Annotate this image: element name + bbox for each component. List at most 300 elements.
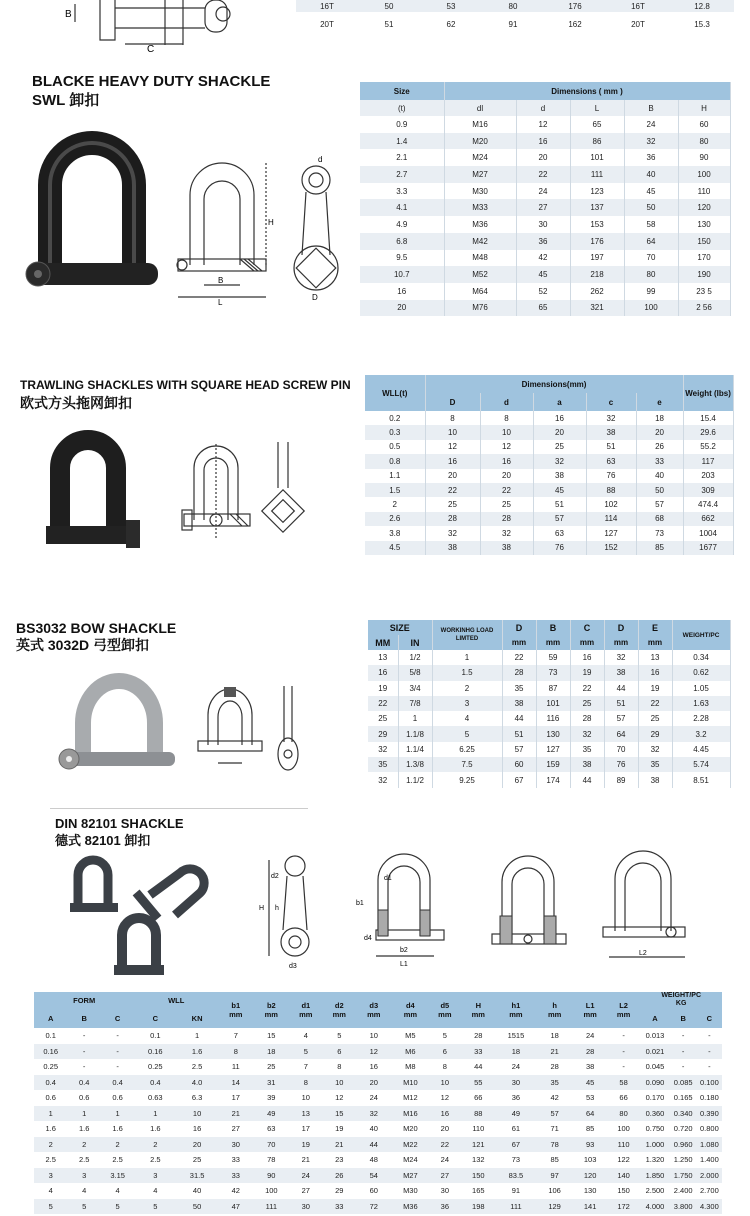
table-cell: 20 [636,425,683,439]
table-cell: 3 [134,1168,176,1184]
table-cell: 17 [289,1121,322,1137]
table-cell: 8 [289,1075,322,1091]
table-row: 20T 51 62 91 162 20T 15.3 [296,12,734,37]
table-cell: 6.3 [176,1090,218,1106]
table-cell: M36 [444,216,516,233]
table-cell: 1.1/8 [398,726,432,741]
header-wll: WLL(t) [365,375,425,411]
table-cell: 100 [678,166,730,183]
table-cell: - [67,1028,100,1044]
table-cell: 28 [573,1044,606,1060]
table-row [368,665,730,680]
table-cell: 0.3 [365,425,425,439]
table-cell: 25 [638,711,672,726]
din-label-h: h [275,905,279,912]
table-cell: 32 [604,650,638,665]
din-label-d2: d2 [271,873,279,880]
table-cell: M20 [444,133,516,150]
table-cell: 0.5 [365,440,425,454]
table-cell: 27 [429,1168,460,1184]
table-row [360,300,730,317]
heavy-duty-shackle-photo [20,125,170,305]
table-cell: 29 [323,1183,356,1199]
table-cell: 0.9 [360,116,444,133]
table-cell: 4.5 [365,541,425,555]
table-cell: 29 [368,726,398,741]
table-cell: 4.9 [360,216,444,233]
table-cell: 4.45 [672,742,730,757]
table-cell: 38 [570,757,604,772]
table-cell: 33 [323,1199,356,1215]
table-cell: 64 [604,726,638,741]
table-cell: 64 [624,233,678,250]
table-cell: 16 [429,1106,460,1122]
table-subheader-row: MM IN mm mm mm mm mm [368,635,730,650]
table-cell: 52 [516,283,570,300]
table-cell: 60 [678,116,730,133]
table-cell: 40 [356,1121,392,1137]
front-label-l: L [218,298,223,305]
table-cell: M48 [444,250,516,267]
table-cell: 5 [429,1028,460,1044]
table-cell: M24 [392,1152,430,1168]
table-cell: 22 [570,681,604,696]
table-cell: 3 [34,1168,67,1184]
table-cell: 49 [496,1106,536,1122]
table-cell: 67 [496,1137,536,1153]
table-cell: 174 [536,772,570,787]
table-cell: M16 [392,1106,430,1122]
table-cell: 165 [461,1183,497,1199]
table-row: 16T 50 53 80 176 16T 12.8 [296,0,734,12]
table-cell: 1.6 [134,1121,176,1137]
table-cell: 5 [101,1199,134,1215]
table-row [360,266,730,283]
table-cell: 5/8 [398,665,432,680]
table-cell: 80 [678,133,730,150]
table-cell: - [67,1044,100,1060]
table-cell: 9.25 [432,772,502,787]
table-cell: 130 [573,1183,606,1199]
table-cell: 4.300 [697,1199,722,1215]
table-cell: 10 [429,1075,460,1091]
table-cell: 321 [570,300,624,317]
din-shackle-drawing-a [340,850,450,970]
table-cell: 1 [101,1106,134,1122]
table-cell: 1.3/8 [398,757,432,772]
table-row [34,1121,722,1137]
table-cell: M8 [392,1059,430,1075]
table-cell: 32 [425,526,480,540]
table-cell: 0.045 [640,1059,669,1075]
din-label-H: H [259,905,265,912]
trawling-spec-table [365,375,734,555]
table-cell: 40 [176,1183,218,1199]
table-cell: 0.100 [697,1075,722,1091]
table-cell: 63 [586,454,636,468]
section4-title: DIN 82101 SHACKLE 德式 82101 卸扣 [55,816,184,848]
table-cell: 76 [604,757,638,772]
table-cell: 42 [218,1183,254,1199]
table-cell: 18 [536,1028,574,1044]
top-spec-table [296,0,734,37]
table-cell: 15.4 [683,411,733,425]
table-cell: 20 [356,1075,392,1091]
table-row [34,1183,722,1199]
header-weight: WEIGHT/PC [672,620,730,650]
table-cell: 130 [678,216,730,233]
table-cell: 88 [586,483,636,497]
table-cell: 32 [533,454,586,468]
table-cell: 53 [573,1090,606,1106]
table-cell: 50 [624,199,678,216]
table-cell: 25 [254,1059,290,1075]
table-cell: M76 [444,300,516,317]
table-cell: 38 [480,541,533,555]
table-cell: 153 [570,216,624,233]
table-cell: 76 [533,541,586,555]
table-cell: 2 [134,1137,176,1153]
table-cell: 4.1 [360,199,444,216]
header-form: FORM [34,992,134,1008]
table-cell: - [101,1059,134,1075]
table-cell: 16 [368,665,398,680]
table-cell: 1.05 [672,681,730,696]
table-cell: 30 [429,1183,460,1199]
table-row [365,512,733,526]
table-cell: 89 [604,772,638,787]
table-cell: 1.250 [670,1152,697,1168]
table-cell: 28 [502,665,536,680]
table-cell: 0.25 [134,1059,176,1075]
table-cell: 47 [218,1199,254,1215]
table-cell: 1.080 [697,1137,722,1153]
table-row [34,1044,722,1060]
table-cell: 16 [360,283,444,300]
table-cell: 5 [134,1199,176,1215]
table-cell: 16 [638,665,672,680]
table-cell: 101 [536,696,570,711]
table-cell: 60 [356,1183,392,1199]
table-row [368,650,730,665]
table-cell: 3/4 [398,681,432,696]
table-cell: 190 [678,266,730,283]
table-cell: 44 [461,1059,497,1075]
table-cell: 60 [502,757,536,772]
table-cell: 7 [218,1028,254,1044]
table-row [368,711,730,726]
table-cell: 10 [176,1106,218,1122]
table-cell: 2.6 [365,512,425,526]
table-cell: 15 [323,1106,356,1122]
table-cell: 8 [480,411,533,425]
table-cell: 73 [636,526,683,540]
table-cell: 12 [429,1090,460,1106]
table-cell: 39 [254,1090,290,1106]
table-cell: - [67,1059,100,1075]
table-cell: 40 [636,469,683,483]
table-cell: 16 [356,1059,392,1075]
section1-title: BLACKE HEAVY DUTY SHACKLE SWL 卸扣 [32,73,271,109]
table-row [360,283,730,300]
table-cell: 3.2 [672,726,730,741]
section-divider [50,808,308,809]
table-cell: 123 [570,183,624,200]
table-row [365,483,733,497]
table-row [368,772,730,787]
table-cell: 22 [429,1137,460,1153]
table-cell: 38 [533,469,586,483]
table-cell: M64 [444,283,516,300]
table-cell: 10 [480,425,533,439]
table-cell: 32 [480,526,533,540]
table-row [360,149,730,166]
table-cell: 140 [607,1168,640,1184]
table-row [34,1075,722,1091]
table-cell: 65 [570,116,624,133]
table-cell: 150 [461,1168,497,1184]
table-cell: 10.7 [360,266,444,283]
table-cell: 16 [533,411,586,425]
table-cell: 3.15 [101,1168,134,1184]
header-size: SIZE [368,620,432,635]
table-cell: 197 [570,250,624,267]
table-cell: 1.4 [360,133,444,150]
din-shackle-photo [60,855,230,980]
table-cell: 0.16 [34,1044,67,1060]
table-cell: 97 [536,1168,574,1184]
table-cell: 0.4 [67,1075,100,1091]
table-cell: M52 [444,266,516,283]
table-cell: 18 [636,411,683,425]
table-cell: - [670,1028,697,1044]
table-cell: 0.090 [640,1075,669,1091]
table-cell: 87 [536,681,570,696]
table-cell: 152 [586,541,636,555]
header-dimensions: Dimensions(mm) [425,375,683,393]
table-cell: 12 [323,1090,356,1106]
table-row [360,250,730,267]
din-shackle-drawing-b [480,850,580,970]
table-cell: 172 [607,1199,640,1215]
table-cell: 22 [368,696,398,711]
table-cell: 0.4 [134,1075,176,1091]
header-weight: WEIGHT/PC KG [640,992,722,1008]
table-cell: 100 [607,1121,640,1137]
table-cell: 1.400 [697,1152,722,1168]
table-cell: 3.8 [365,526,425,540]
table-cell: - [697,1059,722,1075]
table-cell: 1 [176,1028,218,1044]
table-cell: 22 [425,483,480,497]
table-cell: 28 [536,1059,574,1075]
table-cell: - [697,1044,722,1060]
table-cell: 33 [636,454,683,468]
table-row [368,696,730,711]
table-cell: 2.7 [360,166,444,183]
table-cell: 25 [533,440,586,454]
table-cell: 1 [398,711,432,726]
table-cell: 11 [218,1059,254,1075]
table-cell: 32 [368,742,398,757]
front-label-b: B [218,276,224,285]
table-cell: 122 [607,1152,640,1168]
table-cell: 159 [536,757,570,772]
table-cell: M42 [444,233,516,250]
table-cell: 68 [636,512,683,526]
table-cell: 0.1 [34,1028,67,1044]
table-cell: 2.5 [34,1152,67,1168]
table-cell: 83.5 [496,1168,536,1184]
section3-title: BS3032 BOW SHACKLE 英式 3032D 弓型卸扣 [16,620,177,653]
table-cell: 5.74 [672,757,730,772]
table-cell: 21 [536,1044,574,1060]
table-cell: 141 [573,1199,606,1215]
table-cell: 6 [323,1044,356,1060]
table-subheader-row: D d a c e [365,393,733,411]
table-cell: 1 [134,1106,176,1122]
table-cell: 2.500 [640,1183,669,1199]
bow-shackle-drawing-side [268,682,308,777]
table-cell: 32 [586,411,636,425]
table-cell: 33 [218,1168,254,1184]
table-cell: 12 [516,116,570,133]
table-cell: 0.4 [101,1075,134,1091]
table-row [360,133,730,150]
table-cell: 20 [176,1137,218,1153]
table-cell: 132 [461,1152,497,1168]
table-cell: M30 [444,183,516,200]
table-cell: 1.5 [365,483,425,497]
table-cell: 30 [496,1075,536,1091]
heavy-duty-spec-table [360,82,731,316]
table-cell: 36 [429,1199,460,1215]
top-label-c: C [147,44,155,55]
front-label-h: H [268,218,274,227]
table-cell: 0.2 [365,411,425,425]
table-cell: 24 [496,1059,536,1075]
table-cell: 21 [218,1106,254,1122]
table-cell: 30 [516,216,570,233]
table-cell: 80 [624,266,678,283]
table-cell: 16 [425,454,480,468]
table-cell: 44 [570,772,604,787]
table-cell: 45 [573,1075,606,1091]
table-cell: 130 [536,726,570,741]
table-cell: 20 [480,469,533,483]
table-cell: 35 [536,1075,574,1091]
table-cell: 38 [604,665,638,680]
table-cell: 38 [586,425,636,439]
table-cell: 2 [67,1137,100,1153]
table-cell: 63 [254,1121,290,1137]
table-cell: 16 [176,1121,218,1137]
bow-shackle-spec-table [368,620,731,788]
table-cell: 111 [254,1199,290,1215]
din-label-L2: L2 [639,950,647,957]
table-cell: 24 [429,1152,460,1168]
table-cell: 16 [516,133,570,150]
table-cell: 27 [516,199,570,216]
table-cell: 32 [570,726,604,741]
table-cell: 1677 [683,541,733,555]
table-cell: 24 [289,1168,322,1184]
table-cell: 21 [323,1137,356,1153]
table-cell: 33 [218,1152,254,1168]
table-cell: 76 [586,469,636,483]
table-cell: 309 [683,483,733,497]
table-cell: 99 [624,283,678,300]
table-cell: 0.720 [670,1121,697,1137]
table-cell: 150 [678,233,730,250]
table-cell: 5 [323,1028,356,1044]
table-cell: 0.165 [670,1090,697,1106]
header-weight: Weight (lbs) [683,375,733,411]
table-row [368,681,730,696]
table-row [365,526,733,540]
table-cell: M24 [444,149,516,166]
table-cell: 36 [624,149,678,166]
table-cell: 0.16 [134,1044,176,1060]
table-cell: 0.34 [672,650,730,665]
table-cell: M20 [392,1121,430,1137]
table-cell: 28 [461,1028,497,1044]
table-row [360,116,730,133]
table-cell: 49 [254,1106,290,1122]
table-cell: 0.390 [697,1106,722,1122]
table-cell: - [101,1044,134,1060]
table-cell: 25 [425,497,480,511]
table-cell: 5 [432,726,502,741]
table-cell: 19 [638,681,672,696]
table-row [365,497,733,511]
table-cell: M27 [444,166,516,183]
table-cell: 8 [323,1059,356,1075]
table-cell: 117 [683,454,733,468]
table-cell: 38 [573,1059,606,1075]
table-cell: 1/2 [398,650,432,665]
table-row [365,541,733,555]
table-cell: 2 56 [678,300,730,317]
table-cell: 63 [533,526,586,540]
table-cell: - [670,1059,697,1075]
table-cell: 9.5 [360,250,444,267]
table-cell: 27 [289,1183,322,1199]
table-cell: 18 [496,1044,536,1060]
table-cell: 6.25 [432,742,502,757]
table-row [34,1152,722,1168]
table-cell: 38 [502,696,536,711]
table-cell: 2 [34,1137,67,1153]
table-cell: 1.6 [67,1121,100,1137]
table-cell: 4.0 [176,1075,218,1091]
table-cell: 42 [516,250,570,267]
table-cell: 6.8 [360,233,444,250]
table-cell: M5 [392,1028,430,1044]
table-cell: 0.360 [640,1106,669,1122]
table-cell: 0.62 [672,665,730,680]
bow-shackle-drawing-front [190,675,270,775]
table-cell: 2.28 [672,711,730,726]
header-wll: WORKINHG LOAD LIMTED [432,620,502,650]
table-cell: 19 [570,665,604,680]
table-cell: 13 [289,1106,322,1122]
table-cell: - [607,1059,640,1075]
table-cell: M6 [392,1044,430,1060]
table-row [365,469,733,483]
table-cell: 66 [461,1090,497,1106]
table-header-row [360,82,730,100]
